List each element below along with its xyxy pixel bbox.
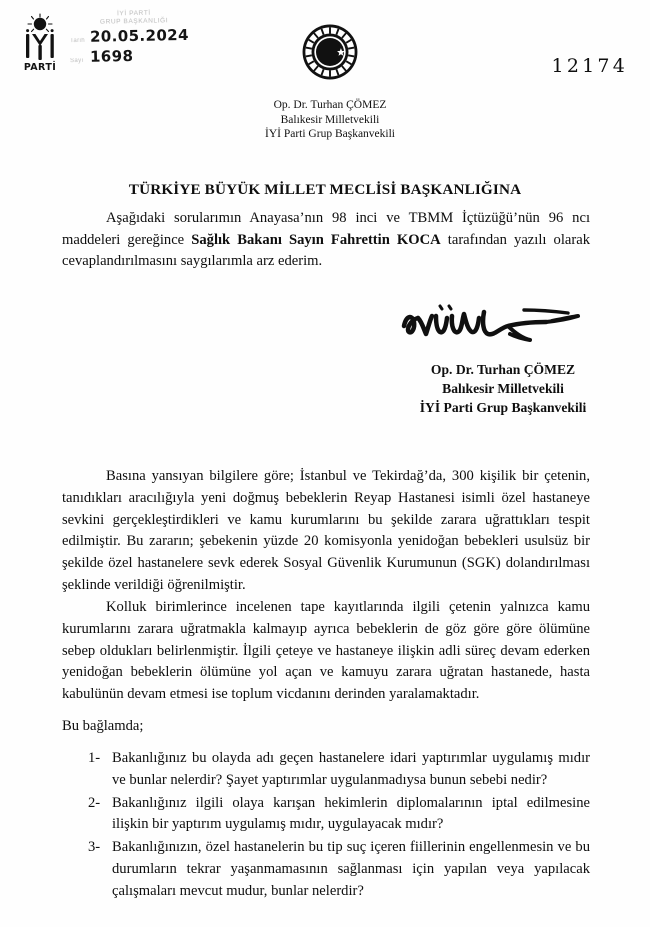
question-text: Bakanlığınız bu olayda adı geçen hastanelere idari yaptırımlar uygulamış mıdır ve bunlar nelerdir? Şayet yaptırımlar uygulanmadıysa bunun sebebi nedir? xyxy=(112,750,590,788)
stamp-date-value: 20.05.2024 xyxy=(89,25,190,46)
signature-role: İYİ Parti Grup Başkanvekili xyxy=(419,400,587,415)
intro-part-1: Aşağıdaki sorularımın Anayasa’nın 98 inci ve TBMM İçtüzüğü’nün 96 ncı maddeleri gereğince xyxy=(62,210,590,248)
identity-name: Op. Dr. Turhan ÇÖMEZ xyxy=(273,99,387,111)
intro-emphasis-minister: Sağlık Bakanı Sayın Fahrettin KOCA xyxy=(191,231,441,248)
list-item xyxy=(88,748,590,792)
addressee-title: TÜRKİYE BÜYÜK MİLLET MECLİSİ BAŞKANLIĞINA xyxy=(128,181,522,198)
list-item xyxy=(88,837,590,902)
stamp-number-label: Sayı xyxy=(70,57,84,65)
question-text: Bakanlığınızın, özel hastanelerin bu tip suç içeren fiillerinin engellenmesin ve bu durumların tekrar yaşanmamasının sağlanması için yapılan veya yapılacak çalışmaları mevcut mudur, bunlar nelerdir? xyxy=(112,839,590,899)
intro-part-2: tarafından yazılı olarak cevaplandırılmasını saygılarımla arz ederim. xyxy=(62,231,590,269)
handwritten-signature xyxy=(396,296,596,358)
document-number: 12174 xyxy=(551,55,628,77)
stamp-date-label: Tarih xyxy=(70,37,86,45)
question-number: 1- xyxy=(88,750,101,766)
stamp-number-value: 1698 xyxy=(89,46,134,66)
introduction-paragraph xyxy=(62,208,590,273)
body-paragraph-1: Basına yansıyan bilgilere göre; İstanbul ve Tekirdağ’da, 300 kişilik bir çetenin, tanıdıkları aracılığıyla yeni doğmuş bebeklerin Reyap Hastanesi isimli özel hastaneye sevkini gerçekleştirdikleri ve kamu kurumlarını bu şekilde zarara uğrattıkları tespit edilmiştir. Bu zararın; şebekenin yüzde 20 komisyonla yenidoğan bebekleri usulsüz bir şekilde özel hastanelere sevk ederek Sosyal Güvenlik Kurumunun (SGK) dolandırılması şeklinde verildiği öğrenilmiştir. xyxy=(62,468,590,593)
document-header xyxy=(0,0,650,160)
signature-name-block xyxy=(396,360,610,417)
tbmm-seal-icon xyxy=(302,24,358,80)
question-number: 2- xyxy=(88,794,101,811)
signature-constituency: Balıkesir Milletvekili xyxy=(442,381,564,396)
context-line: Bu bağlamda; xyxy=(62,718,144,734)
identity-role: İYİ Parti Grup Başkanvekili xyxy=(265,128,395,140)
question-text: Bakanlığınız ilgili olaya karışan hekimlerin diplomalarının iptal edilmesine ilişkin bir yaptırım uygulamış mıdır, uygulayacak mıdır? xyxy=(112,794,590,833)
svg-text:PARTİ: PARTİ xyxy=(23,62,57,73)
signature-name: Op. Dr. Turhan ÇÖMEZ xyxy=(430,362,576,377)
list-item xyxy=(88,793,590,837)
stamp-faint-header: İYİ PARTİ GRUP BAŞKANLIĞI xyxy=(99,9,169,26)
question-number: 3- xyxy=(88,839,101,856)
questions-list xyxy=(88,748,590,904)
deputy-identity xyxy=(10,98,650,142)
identity-constituency: Balıkesir Milletvekili xyxy=(280,113,380,126)
body-paragraph-2: Kolluk birimlerince incelenen tape kayıtlarında ilgili çetenin yalnızca kamu kurumlarını zarara uğratmakla kalmayıp ayrıca bebeklerin de göz göre göre ölümüne sebep oldukları belirlenmiştir. İlgili çeteye ve hastaneye ilişkin adli süreç devam ederken yenidoğan bebeklerin ölümüne yol açan ve kamuyu zarara uğratan hastanede, hasta kabulünün devam etmesi ise toplum vicdanını derinden yaralamaktadır. xyxy=(62,599,590,703)
